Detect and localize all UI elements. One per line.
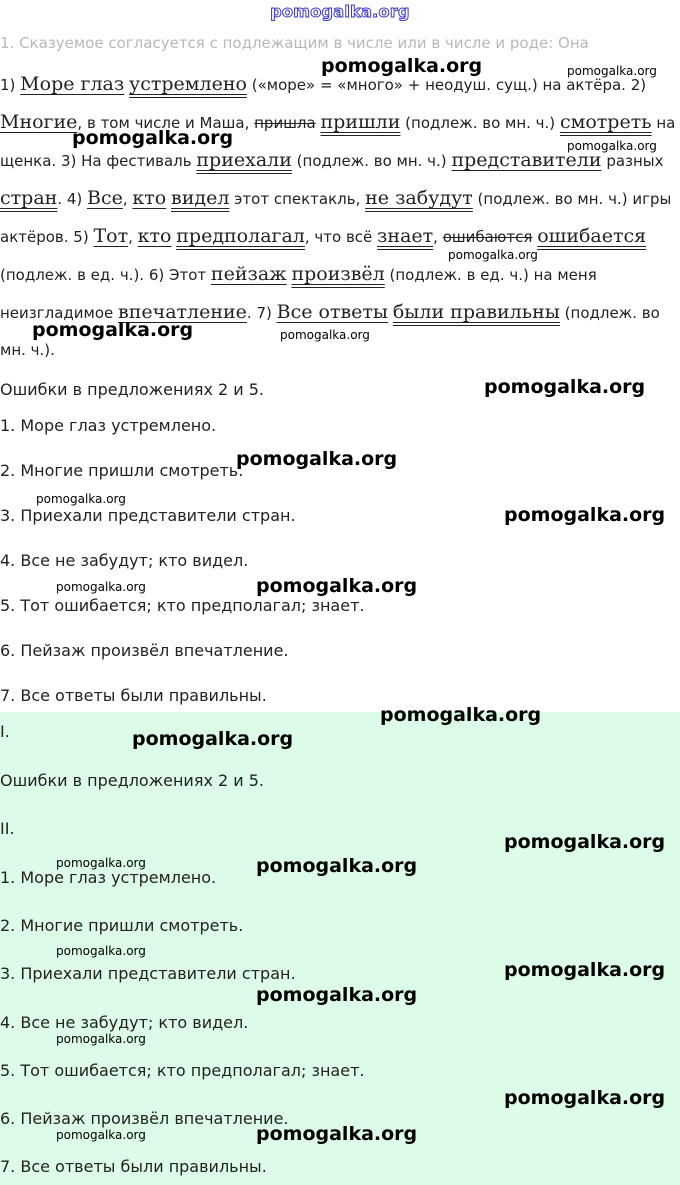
answer-item: 5. Тот ошибается; кто предполагал; знает. bbox=[0, 1061, 365, 1080]
watermark: pomogalka.org bbox=[380, 704, 542, 726]
watermark: pomogalka.org bbox=[56, 580, 146, 594]
s3-rest-2: . 4) bbox=[57, 190, 88, 208]
watermark: pomogalka.org bbox=[72, 127, 234, 149]
s4-subject-1: Все bbox=[87, 187, 123, 209]
watermark: pomogalka.org bbox=[504, 1087, 666, 1109]
s1-predicate: устремлено bbox=[129, 73, 247, 95]
s5-predicate-1: предполагал bbox=[176, 225, 305, 247]
watermark: pomogalka.org bbox=[236, 448, 398, 470]
s1-number: 1) bbox=[0, 76, 21, 94]
s5-struck-word: ошибаются bbox=[442, 228, 533, 246]
watermark: pomogalka.org bbox=[280, 328, 370, 342]
watermark: pomogalka.org bbox=[132, 728, 294, 750]
answer-item: 6. Пейзаж произвёл впечатление. bbox=[0, 1109, 289, 1128]
summary-item: 6. Пейзаж произвёл впечатление. bbox=[0, 641, 289, 660]
summary-item: 7. Все ответы были правильны. bbox=[0, 686, 267, 705]
answer-item: 1. Море глаз устремлено. bbox=[0, 868, 217, 887]
sentence-analysis: 1) Море глаз устремлено («море» = «много» + неодуш. сущ.) на актёра. 2) Многие, в том числе и Маша, пришла пришли (подлеж. во мн. ч.) смотреть на щенка. 3) На фестиваль приехали (подлеж. во мн. ч.) представители разных стран. 4) Все, кто видел этот спектакль, не забудут (подлеж. во мн. ч.) игры актёров. 5) Тот, кто предполагал, что всё знает, ошибаются ошибается (подлеж. в ед. ч.). 6) Этот пейзаж произвёл (подлеж. в ед. ч.) на меня неизгладимое впечатление. 7) Все ответы были правильны (подлеж. во мн. ч.). bbox=[0, 73, 676, 359]
s5-subject-2: кто bbox=[137, 225, 172, 247]
s4-comma: , bbox=[122, 190, 133, 208]
s4-predicate-1: видел bbox=[171, 187, 230, 209]
site-logo[interactable]: pomogalka.org bbox=[270, 2, 410, 21]
summary-item: 3. Приехали представители стран. bbox=[0, 506, 296, 525]
s5-rest: (подлеж. в ед. ч.). 6) Этот bbox=[0, 266, 211, 284]
summary-item: 2. Многие пришли смотреть. bbox=[0, 461, 244, 480]
errors-summary: Ошибки в предложениях 2 и 5. bbox=[0, 380, 265, 399]
s2-struck-word: пришла bbox=[254, 114, 316, 132]
watermark: pomogalka.org bbox=[504, 504, 666, 526]
watermark: pomogalka.org bbox=[56, 944, 146, 958]
s4-predicate-2: не забудут bbox=[365, 187, 473, 209]
answer-part-2: II. bbox=[0, 819, 15, 838]
task-statement: 1. Сказуемое согласуется с подлежащим в числе или в числе и роде: Она bbox=[0, 34, 589, 52]
s5-middle: , что всё bbox=[304, 228, 378, 246]
answer-item: 3. Приехали представители стран. bbox=[0, 964, 296, 983]
watermark: pomogalka.org bbox=[36, 492, 126, 506]
watermark: pomogalka.org bbox=[448, 248, 538, 262]
watermark: pomogalka.org bbox=[484, 376, 646, 398]
summary-item: 4. Все не забудут; кто видел. bbox=[0, 551, 249, 570]
summary-item: 1. Море глаз устремлено. bbox=[0, 416, 217, 435]
s5-predicate-2: знает bbox=[377, 225, 434, 247]
s6-rest-2: . 7) bbox=[246, 304, 277, 322]
s6-predicate: произвёл bbox=[291, 263, 385, 285]
s1-subject: Море глаз bbox=[20, 73, 125, 95]
watermark: pomogalka.org bbox=[256, 984, 418, 1006]
watermark: pomogalka.org bbox=[56, 1128, 146, 1142]
watermark: pomogalka.org bbox=[56, 856, 146, 870]
s5-subject-1: Тот bbox=[93, 225, 129, 247]
watermark: pomogalka.org bbox=[256, 855, 418, 877]
summary-item: 5. Тот ошибается; кто предполагал; знает. bbox=[0, 596, 365, 615]
s3-predicate: приехали bbox=[196, 149, 292, 171]
watermark: pomogalka.org bbox=[56, 1032, 146, 1046]
s6-object: впечатление bbox=[118, 301, 247, 323]
answer-item: 4. Все не забудут; кто видел. bbox=[0, 1013, 249, 1032]
answer-part-1: I. bbox=[0, 722, 10, 741]
s3-word: стран bbox=[0, 187, 58, 209]
s7-subject: Все ответы bbox=[276, 301, 389, 323]
watermark: pomogalka.org bbox=[256, 1123, 418, 1145]
s6-rest-1: (подлеж. в ед. ч.) на меня неизгладимое bbox=[0, 266, 597, 322]
s1-note: («море» = «много» + неодуш. сущ.) на актёра. 2) bbox=[246, 76, 647, 94]
answer-item: 2. Многие пришли смотреть. bbox=[0, 916, 244, 935]
watermark: pomogalka.org bbox=[567, 64, 657, 78]
s4-middle: этот спектакль, bbox=[229, 190, 366, 208]
watermark: pomogalka.org bbox=[567, 139, 657, 153]
watermark: pomogalka.org bbox=[504, 959, 666, 981]
watermark: pomogalka.org bbox=[504, 831, 666, 853]
s4-subject-2: кто bbox=[132, 187, 167, 209]
answer-errors: Ошибки в предложениях 2 и 5. bbox=[0, 771, 265, 790]
answer-item: 7. Все ответы были правильны. bbox=[0, 1157, 267, 1176]
s2-predicate-1: пришли bbox=[320, 111, 401, 133]
s7-rest: (подлеж. во мн. ч.). bbox=[0, 304, 660, 359]
s2-predicate-2: смотреть bbox=[559, 111, 652, 133]
s2-middle: , в том числе и Маша, bbox=[77, 114, 255, 132]
s3-subject: представители bbox=[451, 149, 602, 171]
s2-rest: на щенка. 3) На фестиваль bbox=[0, 114, 676, 170]
watermark: pomogalka.org bbox=[32, 319, 194, 341]
s2-note: (подлеж. во мн. ч.) bbox=[400, 114, 560, 132]
s2-subject: Многие bbox=[0, 111, 78, 133]
s4-rest: (подлеж. во мн. ч.) игры актёров. 5) bbox=[0, 190, 672, 246]
s7-predicate: были правильны bbox=[392, 301, 560, 323]
s3-note: (подлеж. во мн. ч.) bbox=[291, 152, 452, 170]
s6-subject: пейзаж bbox=[210, 263, 287, 285]
s5-predicate-3: ошибается bbox=[537, 225, 647, 247]
s3-rest-1: разных bbox=[601, 152, 664, 170]
watermark: pomogalka.org bbox=[256, 575, 418, 597]
watermark: pomogalka.org bbox=[321, 55, 483, 77]
